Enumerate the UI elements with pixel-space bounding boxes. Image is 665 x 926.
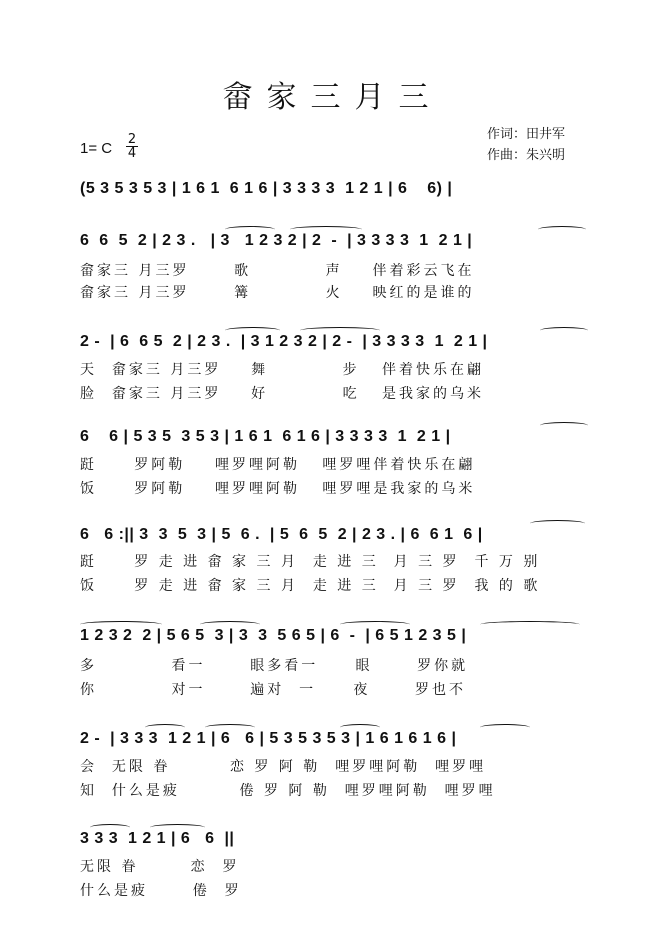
slur	[538, 226, 586, 233]
time-signature	[126, 133, 138, 160]
lyric-line-6-verse-1: 多 看一 眼多看一 眼 罗你就	[80, 658, 469, 674]
slur	[225, 226, 275, 233]
slur	[480, 621, 580, 628]
lyric-line-3-verse-1: 天 畲家三 月三罗 舞 步 伴着快乐在翩	[80, 362, 485, 378]
slur	[540, 422, 588, 429]
notation-line-2: 6 6 5 2 | 2 3 . | 3 1 2 3 2 | 2 - | 3 3 3 3 1 2 1 |	[80, 232, 473, 249]
slur	[290, 226, 362, 233]
notation-line-7: 2 - | 3 3 3 1 2 1 | 6 6 | 5 3 5 3 5 3 | 1 6 1 6 1 6 |	[80, 730, 457, 747]
lyric-line-4-verse-2: 饭 罗阿勒 哩罗哩阿勒 哩罗哩是我家的乌米	[80, 481, 476, 497]
lyric-line-8-verse-1: 无限 眷 恋 罗	[80, 859, 240, 875]
composer: 作曲：朱兴明	[487, 148, 566, 163]
slur	[530, 520, 585, 527]
slur	[480, 724, 530, 731]
lyric-line-2-verse-2: 畲家三 月三罗 篝 火 映红的是谁的	[80, 285, 475, 301]
slur	[340, 621, 410, 628]
time-signature-bottom: 4	[127, 146, 137, 161]
slur	[540, 327, 588, 334]
lyric-line-4-verse-1: 跹 罗阿勒 哩罗哩阿勒 哩罗哩伴着快乐在翩	[80, 457, 476, 473]
slur	[205, 724, 255, 731]
slur	[80, 621, 162, 628]
lyric-line-6-verse-2: 你 对一 遍对 一 夜 罗也不	[80, 682, 467, 698]
lyric-line-5-verse-1: 跹 罗 走 进 畲 家 三 月 走 进 三 月 三 罗 千 万 别	[80, 554, 541, 570]
lyricist: 作词：田井军	[487, 127, 566, 142]
lyric-line-7-verse-1: 会 无限 眷 恋 罗 阿 勒 哩罗哩阿勒 哩罗哩	[80, 759, 487, 775]
notation-line-3: 2 - | 6 6 5 2 | 2 3 . | 3 1 2 3 2 | 2 - | 3 3 3 3 1 2 1 |	[80, 333, 488, 350]
key-signature: 1= C	[80, 140, 113, 157]
notation-line-4: 6 6 | 5 3 5 3 5 3 | 1 6 1 6 1 6 | 3 3 3 3 1 2 1 |	[80, 428, 451, 445]
lyric-line-7-verse-2: 知 什么是疲 倦 罗 阿 勒 哩罗哩阿勒 哩罗哩	[80, 783, 496, 799]
slur	[340, 724, 380, 731]
lyric-line-5-verse-2: 饭 罗 走 进 畲 家 三 月 走 进 三 月 三 罗 我 的 歌	[80, 578, 541, 594]
slur	[90, 824, 130, 831]
slur	[200, 621, 260, 628]
notation-line-6: 1 2 3 2 2 | 5 6 5 3 | 3 3 5 6 5 | 6 - | 6 5 1 2 3 5 |	[80, 627, 467, 644]
lyric-line-8-verse-2: 什么是疲 倦 罗	[80, 883, 242, 899]
time-signature-top: 2	[127, 132, 137, 147]
notation-line-8: 3 3 3 1 2 1 | 6 6 ||	[80, 830, 235, 847]
slur	[145, 724, 185, 731]
lyric-line-3-verse-2: 脸 畲家三 月三罗 好 吃 是我家的乌米	[80, 386, 485, 402]
slur	[300, 327, 380, 334]
slur	[225, 327, 280, 334]
song-title: 畲家三月三	[222, 80, 443, 115]
credits	[487, 124, 565, 166]
notation-line-1: (5 3 5 3 5 3 | 1 6 1 6 1 6 | 3 3 3 3 1 2 1 | 6 6) |	[80, 180, 453, 197]
notation-line-5: 6 6 :|| 3 3 5 3 | 5 6 . | 5 6 5 2 | 2 3 . | 6 6 1 6 |	[80, 526, 483, 543]
lyric-line-2-verse-1: 畲家三 月三罗 歌 声 伴着彩云飞在	[80, 263, 475, 279]
slur	[150, 824, 205, 831]
